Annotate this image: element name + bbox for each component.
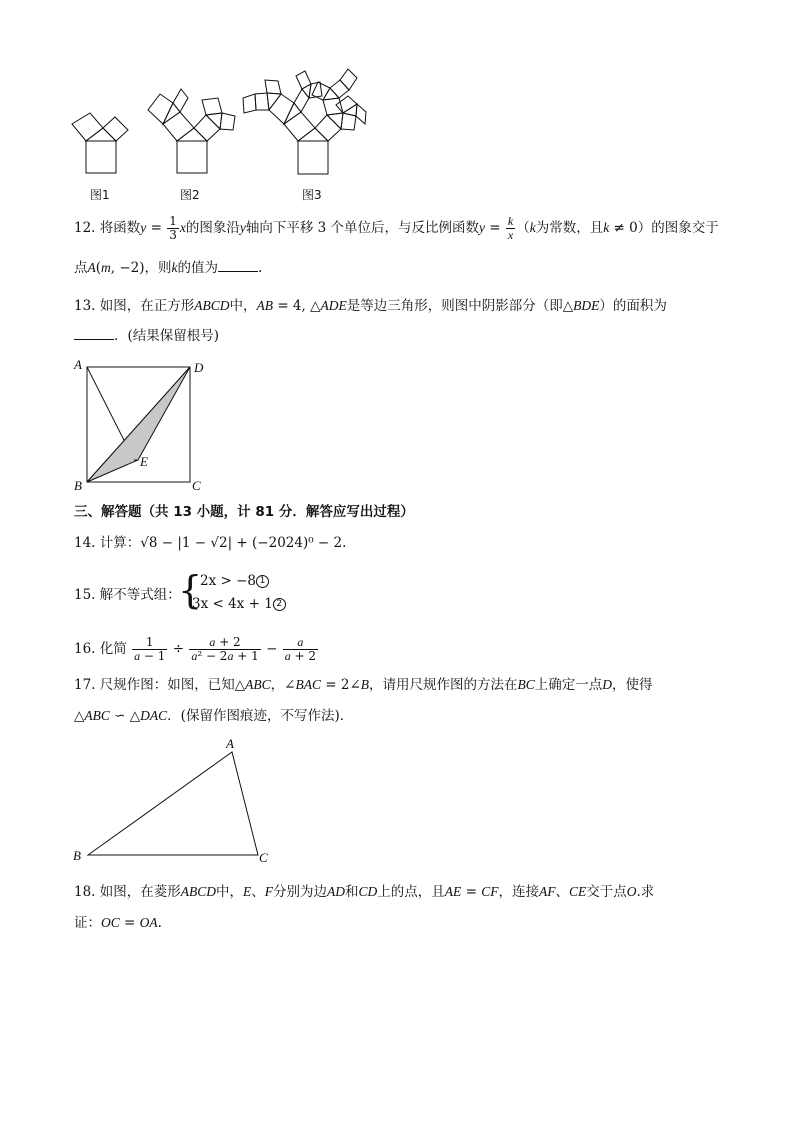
question-16-number: 16. [74, 641, 96, 657]
question-14: 14. 计算：√8 − |1 − √2| + (−2024)⁰ − 2. [74, 535, 347, 551]
figure-1-caption: 图1 [90, 188, 110, 202]
question-17-line-1: 17. 尺规作图：如图，已知△ABC，∠BAC = 2∠B，请用尺规作图的方法在BC上确定一点D，使得 [74, 677, 653, 693]
label-c-17: C [259, 850, 268, 865]
question-16: 16. 化简 $\frac{1}{a - 1}$ ÷ $\frac{a + 2}{\text{a² − 2a + 1}}$ − $\frac{a}{a + 2}$ [74, 635, 317, 663]
label-a-17: A [226, 736, 234, 751]
section-3-title: 三、解答题（共 13 小题，计 81 分．解答应写出过程） [74, 504, 414, 520]
question-13-number: 13. [74, 298, 96, 314]
inequality-1: 2x > −8 1 [200, 571, 269, 591]
inequality-2: 3x < 4x + 1 2 [192, 594, 286, 614]
label-a: A [74, 357, 82, 372]
triangle-abc-figure [80, 745, 280, 865]
label-c: C [192, 478, 201, 493]
system-brace: { [178, 568, 203, 612]
shaded-triangle-bde [87, 367, 190, 482]
label-b-17: B [73, 848, 81, 863]
question-15: 15. 解不等式组： [74, 587, 181, 603]
question-12-line-1: 12. 将函数y = $\frac{1}{3}$ x的图象沿y轴向下平移 3 个单位后，与反比例函数y = $\frac{k}{x}$ （k为常数，且k ≠ 0）的图象交于 [74, 214, 719, 242]
answer-blank-12[interactable] [218, 259, 258, 272]
question-17-line-2: △ABC ∽ △DAC．(保留作图痕迹，不写作法)． [74, 708, 354, 724]
fraction-one-third: $\frac{1}{3}$ [169, 214, 177, 242]
question-15-number: 15. [74, 587, 96, 603]
label-e: E [140, 454, 148, 469]
label-d: D [194, 360, 204, 375]
square-abcd-figure [70, 355, 210, 495]
question-13-line-1: 13. 如图，在正方形ABCD中，AB = 4, △ADE是等边三角形，则图中阴影部分（即△BDE）的面积为 [74, 298, 667, 314]
label-b: B [74, 478, 82, 493]
circled-mark-1: 1 [256, 575, 269, 588]
question-18-number: 18. [74, 884, 96, 900]
circled-mark-2: 2 [273, 598, 286, 611]
pythagoras-tree-figures [60, 58, 380, 183]
question-12-number: 12. [74, 220, 96, 236]
question-17-number: 17. [74, 677, 96, 693]
expression-14: √8 − |1 − √2| + (−2024)⁰ − 2 [140, 535, 343, 551]
fraction-k-over-x: $\frac{k}{x}$ [507, 214, 514, 242]
figure-2-caption: 图2 [180, 188, 200, 202]
question-12-line-2: 点A(m, −2)，则k的值为 . [74, 260, 263, 276]
answer-blank-13[interactable] [74, 327, 114, 340]
figure-3-tree [243, 69, 366, 174]
question-14-number: 14. [74, 535, 96, 551]
figure-1-tree [72, 113, 128, 173]
question-13-line-2: ．(结果保留根号) [74, 326, 219, 346]
question-18-line-1: 18. 如图，在菱形ABCD中，E、F分别为边AD和CD上的点，且AE = CF，连接AF、CE交于点O.求 [74, 884, 655, 900]
figure-2-tree [148, 89, 235, 173]
question-18-line-2: 证：OC = OA. [74, 915, 162, 931]
figure-3-caption: 图3 [302, 188, 322, 202]
